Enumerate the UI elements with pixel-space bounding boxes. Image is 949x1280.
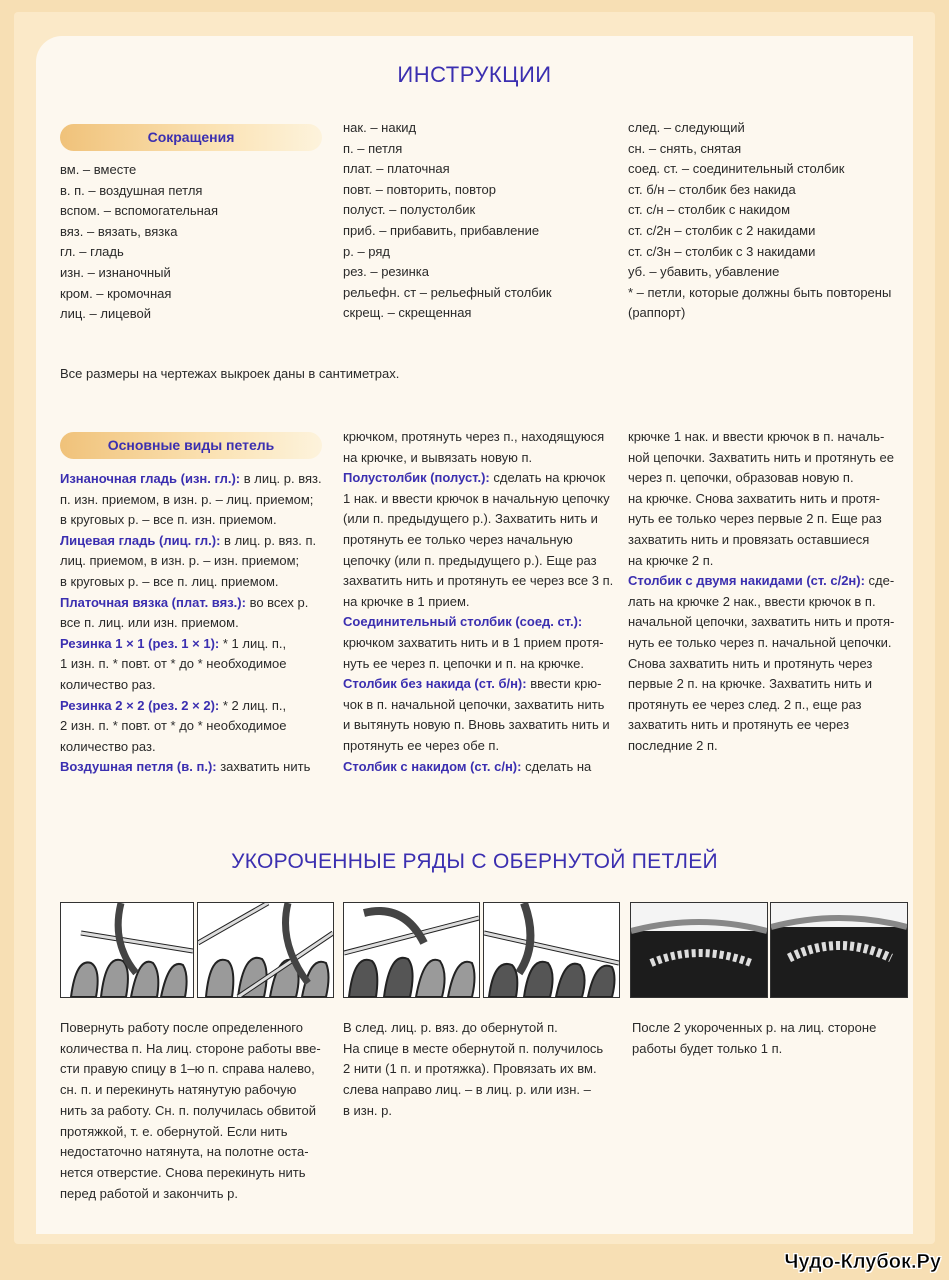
- abbreviation-line: (раппорт): [628, 305, 686, 321]
- stitch-term: Соединительный столбик (соед. ст.):: [343, 614, 583, 630]
- caption-step-1: Повернуть работу после определенного количества п. На лиц. стороне работы вве- сти правую спицу в 1–ю п. справа налево, сн. п. и перекинуть натянутую рабочую нить за работу. Сн. п. получилась обвитой протяжкой, т. е. обернутой. Если нить недостаточно натянута, на полотне оста- нется отверстие. Снова перекинуть нить перед работой и закончить р.: [60, 1020, 321, 1201]
- abbreviation-line: повт. – повторить, повтор: [343, 181, 496, 197]
- abbreviation-line: рез. – резинка: [343, 264, 429, 280]
- stitch-term: Платочная вязка (плат. вяз.):: [60, 594, 246, 610]
- knitted-sample-photo-1: [630, 902, 768, 998]
- abbreviation-line: ст. с/н – столбик с накидом: [628, 202, 791, 218]
- stitch-description: сделать на: [521, 758, 592, 774]
- abbreviations-header: Сокращения: [60, 124, 322, 151]
- abbreviation-line: в. п. – воздушная петля: [60, 182, 203, 198]
- knitting-diagram-2: [197, 902, 334, 998]
- abbreviation-line: соед. ст. – соединительный столбик: [628, 161, 845, 177]
- abbreviation-line: уб. – убавить, убавление: [628, 264, 780, 280]
- stitch-term: Резинка 1 × 1 (рез. 1 × 1):: [60, 635, 220, 651]
- abbreviation-line: изн. – изнаночный: [60, 264, 171, 280]
- abbreviation-line: гл. – гладь: [60, 244, 124, 260]
- abbreviation-line: вспом. – вспомогательная: [60, 203, 219, 219]
- stitch-description: сделать на крючок 1 нак. и ввести крючок в начальную цепочку (или п. предыдущего р.). Захватить нить и протянуть ее только через начальную цепочку (или п. предыдущего р.). Еще раз захватить нить и протянуть ее через все 3 п. на крючке в 1 прием.: [343, 470, 614, 609]
- stitch-term: Столбик без накида (ст. б/н):: [343, 676, 527, 692]
- abbreviation-line: вяз. – вязать, вязка: [60, 223, 178, 239]
- caption-step-2: В след. лиц. р. вяз. до обернутой п. На спице в месте обернутой п. получилось 2 нити (1 п. и протяжка). Провязать их вм. слева направо лиц. – в лиц. р. или изн. – в изн. р.: [343, 1020, 604, 1118]
- abbreviation-line: полуст. – полустолбик: [343, 202, 476, 218]
- stitch-term: Лицевая гладь (лиц. гл.):: [60, 532, 221, 548]
- site-watermark: Чудо-Клубок.Ру: [784, 1251, 941, 1273]
- stitch-col-1: [60, 469, 322, 778]
- sizes-note: Все размеры на чертежах выкроек даны в сантиметрах.: [60, 366, 400, 381]
- knitting-diagram-3: [343, 902, 480, 998]
- stitch-term: Полустолбик (полуст.):: [343, 470, 490, 486]
- abbr-col-2: [343, 118, 552, 324]
- abbreviation-line: скрещ. – скрещенная: [343, 305, 472, 321]
- stitch-description: крючком захватить нить и в 1 прием протя- нуть ее через п. цепочки и п. на крючке.: [343, 634, 604, 671]
- page-title: ИНСТРУКЦИИ: [397, 62, 552, 87]
- stitch-description: во всех р. все п. лиц. или изн. приемом.: [60, 594, 309, 631]
- abbreviation-line: сн. – снять, снятая: [628, 140, 742, 156]
- stitch-description: захватить нить: [216, 759, 311, 775]
- stitch-col-3: [628, 427, 894, 757]
- stitch-term: Резинка 2 × 2 (рез. 2 × 2):: [60, 697, 220, 713]
- stitches-header: Основные виды петель: [60, 432, 322, 459]
- abbreviation-line: ст. с/3н – столбик с 3 накидами: [628, 243, 816, 259]
- knitted-sample-photo-2: [770, 902, 908, 998]
- abbreviation-line: р. – ряд: [343, 243, 391, 259]
- abbr-col-3: [628, 118, 891, 324]
- stitch-term: Столбик с накидом (ст. с/н):: [343, 758, 522, 774]
- abbreviation-line: кром. – кромочная: [60, 285, 172, 301]
- abbreviation-line: п. – петля: [343, 140, 403, 156]
- stitch-description: в лиц. р. вяз. п. изн. приемом, в изн. р. – лиц. приемом; в круговых р. – все п. изн. приемом.: [60, 471, 322, 528]
- abbreviation-line: рельефн. ст – рельефный столбик: [343, 284, 552, 300]
- stitch-description: ввести крю- чок в п. начальной цепочки, захватить нить и вытянуть новую п. Вновь захватить нить и протянуть ее через обе п.: [343, 676, 610, 753]
- abbreviation-line: плат. – платочная: [343, 161, 450, 177]
- abbreviation-line: нак. – накид: [343, 120, 417, 135]
- abbreviation-line: лиц. – лицевой: [60, 306, 151, 322]
- abbreviation-line: ст. б/н – столбик без накида: [628, 181, 796, 197]
- section-title: УКОРОЧЕННЫЕ РЯДЫ С ОБЕРНУТОЙ ПЕТЛЕЙ: [231, 850, 718, 873]
- abbreviation-line: приб. – прибавить, прибавление: [343, 222, 540, 238]
- abbreviation-line: * – петли, которые должны быть повторены: [628, 284, 892, 300]
- abbreviation-line: след. – следующий: [628, 120, 745, 135]
- abbreviation-line: ст. с/2н – столбик с 2 накидами: [628, 222, 816, 238]
- stitch-description: крючком, протянуть через п., находящуюся на крючке, и вывязать новую п.: [343, 429, 605, 465]
- stitch-term: Столбик с двумя накидами (ст. с/2н):: [628, 573, 865, 589]
- stitch-term: Воздушная петля (в. п.):: [60, 759, 217, 775]
- stitch-term: Изнаночная гладь (изн. гл.):: [60, 471, 241, 486]
- stitch-description: крючке 1 нак. и ввести крючок в п. началь- ной цепочки. Захватить нить и протянуть ее через п. цепочки, образовав новую п. на крючке. Снова захватить нить и протя- нуть ее только через первые 2 п. Еще раз захватить нить и провязать оставшиеся на крючке 2 п.: [628, 429, 894, 568]
- stitch-description: сде- лать на крючке 2 нак., ввести крючок в п. начальной цепочки, захватить нить и протя- нуть ее только через п. начальной цепочки. Снова захватить нить и протянуть через первые 2 п. на крючке. Захватить нить и протянуть ее через след. 2 п., еще раз захватить нить и протянуть ее через последние 2 п.: [628, 573, 895, 753]
- abbr-col-1: [60, 160, 218, 325]
- abbreviation-line: вм. – вместе: [60, 162, 137, 177]
- stitch-description: * 2 лиц. п., 2 изн. п. * повт. от * до * необходимое количество раз.: [60, 697, 287, 754]
- knitting-diagram-4: [483, 902, 620, 998]
- stitch-col-2: [343, 427, 613, 777]
- knitting-diagram-1: [60, 902, 194, 998]
- caption-step-3: После 2 укороченных р. на лиц. стороне работы будет только 1 п.: [632, 1020, 877, 1056]
- stitch-description: * 1 лиц. п., 1 изн. п. * повт. от * до * необходимое количество раз.: [60, 635, 287, 692]
- stitch-description: в лиц. р. вяз. п. лиц. приемом, в изн. р. – изн. приемом; в круговых р. – все п. лиц. приемом.: [60, 532, 317, 589]
